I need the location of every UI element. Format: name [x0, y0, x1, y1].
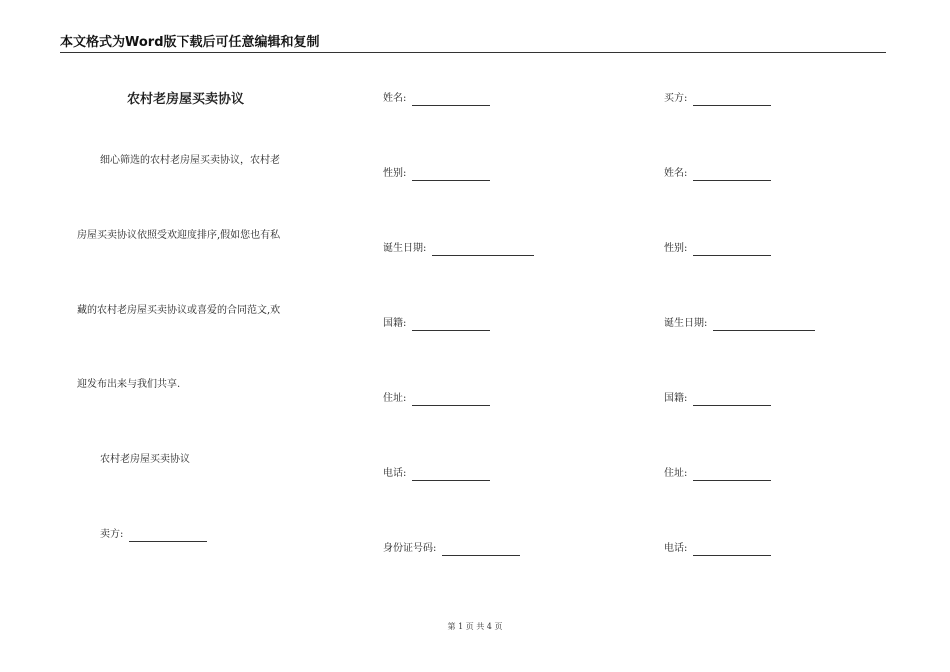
seller-id-field: [383, 542, 520, 556]
page-footer: 第 1 页 共 4 页: [447, 622, 503, 631]
document-title: 农村老房屋买卖协议: [127, 92, 245, 107]
seller-address-label: 住址:: [383, 393, 407, 404]
buyer-birth-blank[interactable]: [713, 320, 815, 331]
seller-id-blank[interactable]: [442, 545, 520, 556]
seller-birth-label: 诞生日期:: [383, 243, 427, 254]
buyer-address-label: 住址:: [664, 468, 688, 479]
buyer-phone-label: 电话:: [664, 543, 688, 554]
buyer-birth-label: 诞生日期:: [664, 318, 708, 329]
seller-name-label: 姓名:: [383, 93, 407, 104]
buyer-address-field: [664, 467, 771, 481]
buyer-name-blank[interactable]: [693, 170, 771, 181]
seller-nationality-field: [383, 317, 490, 331]
intro-line-1: 细心筛选的农村老房屋买卖协议，农村老: [100, 155, 280, 166]
buyer-phone-blank[interactable]: [693, 545, 771, 556]
buyer-name-label: 姓名:: [664, 168, 688, 179]
seller-nationality-label: 国籍:: [383, 318, 407, 329]
seller-blank[interactable]: [129, 531, 207, 542]
buyer-nationality-blank[interactable]: [693, 395, 771, 406]
buyer-address-blank[interactable]: [693, 470, 771, 481]
intro-line-2: 房屋买卖协议依照受欢迎度排序,假如您也有私: [77, 230, 281, 241]
seller-phone-blank[interactable]: [412, 470, 490, 481]
buyer-birth-field: [664, 317, 815, 331]
seller-field: [100, 528, 207, 542]
buyer-label: 买方:: [664, 93, 688, 104]
seller-gender-label: 性别:: [383, 168, 407, 179]
buyer-field: [664, 92, 771, 106]
seller-birth-blank[interactable]: [432, 245, 534, 256]
document-header: 本文格式为Word版下载后可任意编辑和复制: [60, 35, 320, 50]
seller-address-blank[interactable]: [412, 395, 490, 406]
seller-id-label: 身份证号码:: [383, 543, 437, 554]
seller-phone-field: [383, 467, 490, 481]
intro-line-3: 藏的农村老房屋买卖协议或喜爱的合同范文,欢: [77, 305, 281, 316]
buyer-gender-label: 性别:: [664, 243, 688, 254]
buyer-nationality-field: [664, 392, 771, 406]
buyer-name-field: [664, 167, 771, 181]
seller-address-field: [383, 392, 490, 406]
buyer-blank[interactable]: [693, 95, 771, 106]
buyer-nationality-label: 国籍:: [664, 393, 688, 404]
seller-phone-label: 电话:: [383, 468, 407, 479]
seller-birth-field: [383, 242, 534, 256]
seller-label: 卖方:: [100, 529, 124, 540]
seller-name-field: [383, 92, 490, 106]
seller-gender-blank[interactable]: [412, 170, 490, 181]
buyer-phone-field: [664, 542, 771, 556]
agreement-subtitle: 农村老房屋买卖协议: [100, 454, 190, 465]
buyer-gender-field: [664, 242, 771, 256]
seller-nationality-blank[interactable]: [412, 320, 490, 331]
seller-gender-field: [383, 167, 490, 181]
seller-name-blank[interactable]: [412, 95, 490, 106]
header-divider: [60, 52, 886, 53]
buyer-gender-blank[interactable]: [693, 245, 771, 256]
intro-line-4: 迎发布出来与我们共享.: [77, 379, 181, 390]
